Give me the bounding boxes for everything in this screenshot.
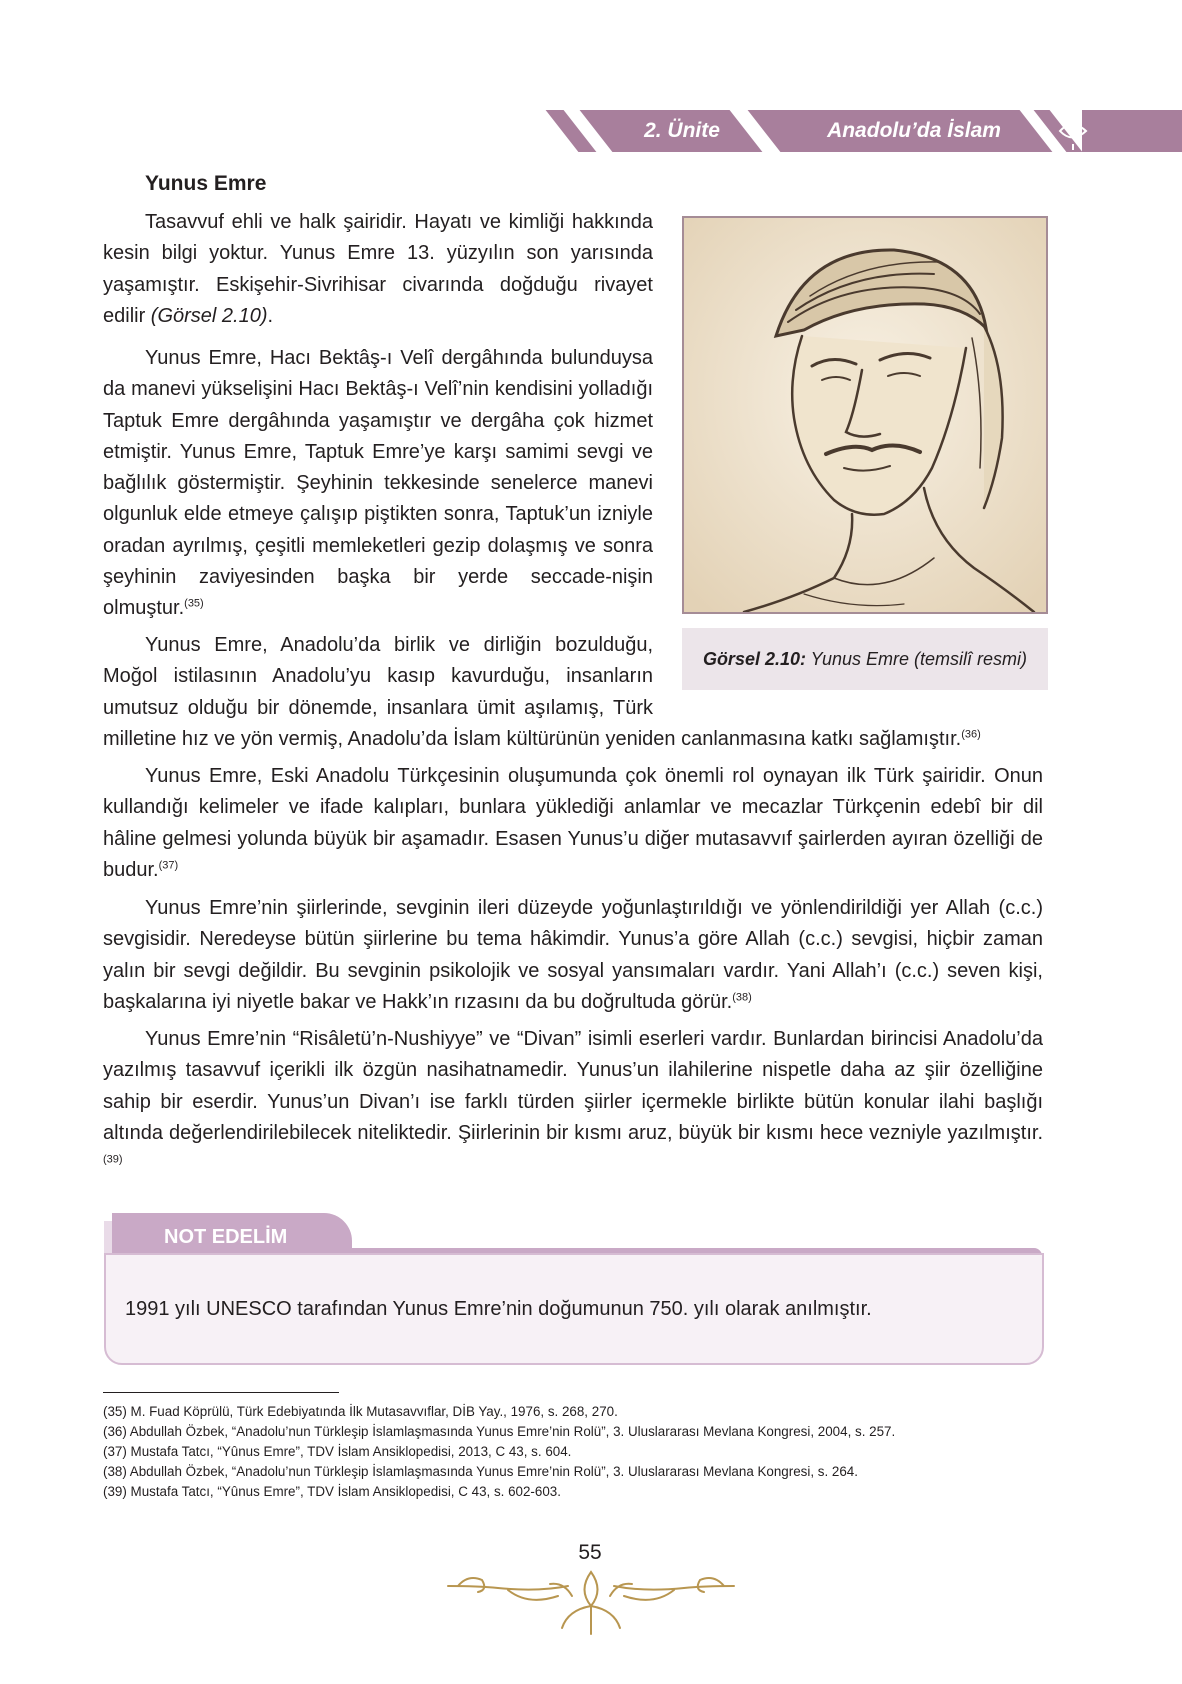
note-text: 1991 yılı UNESCO tarafından Yunus Emre’nin doğumunun 750. yılı olarak anılmıştır. [125,1298,872,1320]
paragraph-3-line-1: Yunus Emre, Anadolu’da birlik ve dirliğin bozulduğu, [145,634,653,656]
paragraph-1-end: . [267,304,274,327]
decorative-ornament-icon [438,1566,744,1638]
footnote-ref-39: (39) [103,1153,123,1166]
section-title: Yunus Emre [145,172,267,195]
paragraph-1 [103,207,653,332]
paragraph-4-text: Yunus Emre, Eski Anadolu Türkçesinin oluşumunda çok önemli rol oynayan ilk Türk şairidir. Onun kullandığı kelimeler ve ifade kalıpları, bunlara yüklediği anlamlar ve mecazlar Türkçenin edebî bir dil hâline gelmesi yolunda büyük bir aşamadır. Esasen Yunus’u diğer mutasavvıf şairlerden ayıran özelliği de budur. [103,765,1043,881]
paragraph-6 [103,1024,1043,1180]
paragraph-3-line-3: umutsuz olduğu bir dönemde, insanlara ümit aşılamış, Türk [103,696,653,719]
header-stripe [1082,110,1182,152]
footnote-ref-38: (38) [732,991,752,1004]
paragraph-3-line-4: milletine hız ve yön vermiş, Anadolu’da İslam kültürünün yeniden canlanmasına katkı sağlamıştır. [103,727,962,750]
figure-reference: (Görsel 2.10) [150,304,268,327]
unit-label: 2. Ünite [644,119,720,142]
portrait-image [682,216,1048,614]
note-title: NOT EDELİM [112,1213,352,1261]
figure-caption-label: Görsel 2.10: [702,649,806,669]
footnote-38: (38) Abdullah Özbek, “Anadolu’nun Türkleşip İslamlaşmasında Yunus Emre’nin Rolü”, 3. Uluslararası Mevlana Kongresi, s. 264. [103,1464,858,1479]
paragraph-5-text: Yunus Emre’nin şiirlerinde, sevginin ileri düzeyde yoğunlaştırıldığı ve yönlendirildiği yer Allah (c.c.) sevgisidir. Neredeyse bütün şiirlerine bu tema hâkimdir. Yunus’a göre Allah (c.c.) sevgisi, hiçbir zaman yalın bir sevgi değildir. Bu sevginin psikolojik ve sosyal yansımaları vardır. Yani Allah’ı (c.c.) seven kişi, başkalarına iyi niyetle bakar ve Hakk’ın rızasını da bu doğrultuda görür. [103,897,1043,1013]
paragraph-5 [103,893,1043,1018]
footnote-35: (35) M. Fuad Köprülü, Türk Edebiyatında İlk Mutasavvıflar, DİB Yay., 1976, s. 268, 270. [103,1404,618,1419]
page-header [552,110,1182,152]
footnote-39: (39) Mustafa Tatcı, “Yûnus Emre”, TDV İslam Ansiklopedisi, C 43, s. 602-603. [103,1484,561,1499]
portrait-sketch [684,218,1046,612]
footnote-ref-35: (35) [184,597,204,610]
paragraph-6-text: Yunus Emre’nin “Risâletü’n-Nushiyye” ve “Divan” isimli eserleri vardır. Bunlardan birincisi Anadolu’da yazılmış tasavvuf içerikli ilk özgün nasihatnamedir. Yunus’un ilahilerine nispetle daha az şiir özelliğine sahip bir eserdir. Yunus’un Divan’ı ise farklı türden şiirler içermekle birlikte bütün konular ilahi başlığı altında değerlendirilebilecek niteliktedir. Şiirlerinin bir kısmı aruz, büyük bir kısmı hece vezniyle yazılmıştır. [103,1028,1043,1144]
figure-caption [682,628,1048,690]
footnote-divider [103,1392,339,1393]
footnote-36: (36) Abdullah Özbek, “Anadolu’nun Türkleşip İslamlaşmasında Yunus Emre’nin Rolü”, 3. Uluslararası Mevlana Kongresi, 2004, s. 257. [103,1424,896,1439]
paragraph-2-text: Yunus Emre, Hacı Bektâş-ı Velî dergâhında bulunduysa da manevi yükselişini Hacı Bektâş-ı Velî’nin kendisini yolladığı Taptuk Emre dergâhında yaşamıştır ve dergâha çok hizmet etmiştir. Yunus Emre, Taptuk Emre’ye karşı samimi sevgi ve bağlılık göstermiştir. Şeyhinin tekkesinde senelerce manevi olgunluk elde etmeye çalışıp piştikten sonra, Taptuk’un izniyle oradan ayrılmış, çeşitli memleketleri gezip dolaşmış ve sonra şeyhinin zaviyesinden başka bir yerde seccade-nişin olmuştur. [103,347,653,620]
floral-ornament-icon [1052,110,1094,152]
paragraph-1-text: Tasavvuf ehli ve halk şairidir. Hayatı ve kimliği hakkında kesin bilgi yoktur. Yunus Emre 13. yüzyılın son yarısında yaşamıştır. Eskişehir-Sivrihisar civarında doğduğu rivayet edilir [103,211,653,327]
footnote-ref-36: (36) [961,728,981,741]
paragraph-4 [103,761,1043,886]
paragraph-3-line-2: Moğol istilasının Anadolu’yu kasıp kavurduğu, insanların [103,665,653,688]
paragraph-2 [103,343,653,625]
page-number: 55 [578,1541,602,1564]
footnote-ref-37: (37) [158,859,179,872]
footnote-37: (37) Mustafa Tatcı, “Yûnus Emre”, TDV İslam Ansiklopedisi, 2013, C 43, s. 604. [103,1444,572,1459]
chapter-label: Anadolu’da İslam [827,119,1001,142]
figure-caption-text: Yunus Emre (temsilî resmi) [806,649,1028,669]
